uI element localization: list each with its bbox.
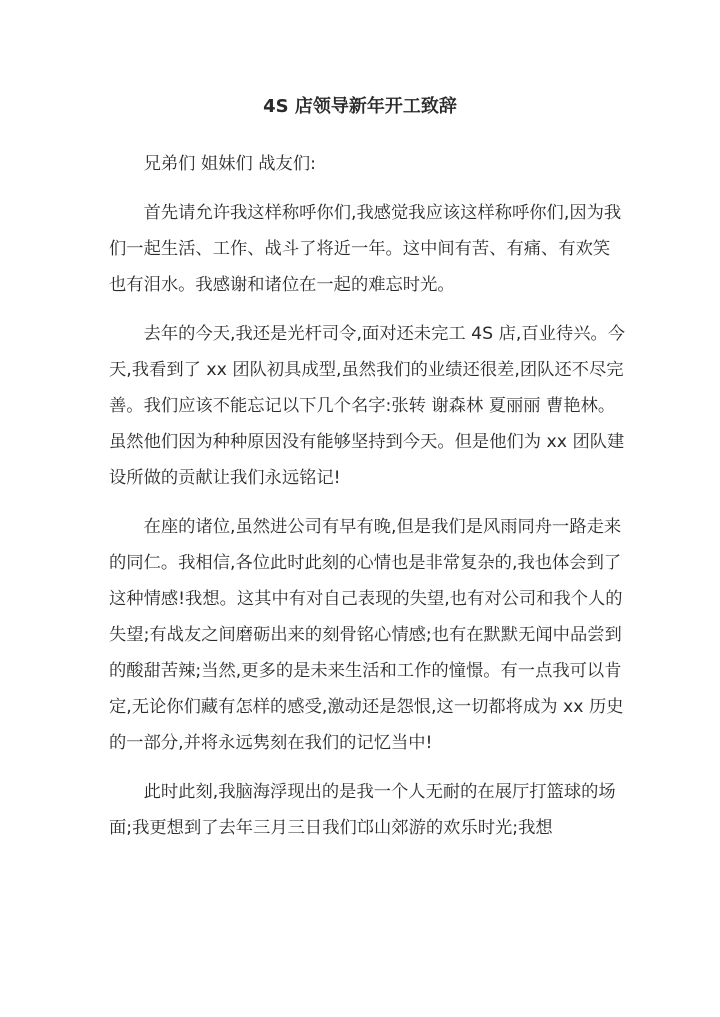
paragraph-4: 此时此刻,我脑海浮现出的是我一个人无耐的在展厅打篮球的场面;我更想到了去年三月三日我们邙山郊游的欢乐时光;我想 — [109, 782, 616, 838]
document-body — [109, 146, 627, 859]
paragraph-2: 去年的今天,我还是光杆司令,面对还未完工 4S 店,百业待兴。今天,我看到了 xx 团队初具成型,虽然我们的业绩还很差,团队还不尽完善。我们应该不能忘记以下几个名字:张转 谢森林 夏丽丽 曹艳林。虽然他们因为种种原因没有能够坚持到今天。但是他们为 xx 团队建设所做的贡献让我们永远铭记! — [109, 324, 626, 488]
document-title: 4S 店领导新年开工致辞 — [263, 96, 457, 117]
paragraph-3: 在座的诸位,虽然进公司有早有晚,但是我们是风雨同舟一路走来的同仁。我相信,各位此时此刻的心情也是非常复杂的,我也体会到了这种情感!我想。这其中有对自己表现的失望,也有对公司和我个人的失望;有战友之间磨砺出来的刻骨铭心情感;也有在默默无闻中品尝到的酸甜苦辣;当然,更多的是未来生活和工作的憧憬。有一点我可以肯定,无论你们藏有怎样的感受,激动还是怨恨,这一切都将成为 xx 历史的一部分,并将永远隽刻在我们的记忆当中! — [109, 517, 624, 753]
paragraph-1: 首先请允许我这样称呼你们,我感觉我应该这样称呼你们,因为我们一起生活、工作、战斗了将近一年。这中间有苦、有痛、有欢笑也有泪水。我感谢和诸位在一起的难忘时光。 — [109, 203, 622, 295]
greeting-paragraph: 兄弟们 姐妹们 战友们: — [143, 154, 316, 174]
